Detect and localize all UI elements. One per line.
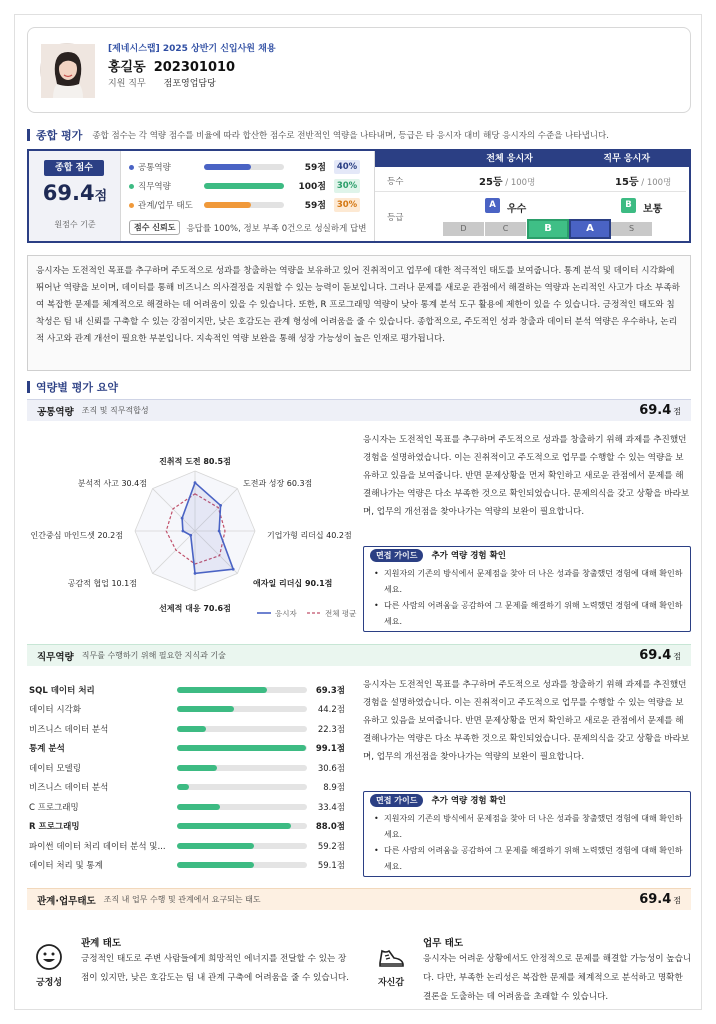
recruitment-notice: [제네시스랩] 2025 상반기 신입사원 채용 [108,44,276,54]
score-bar-weight: 30% [334,198,360,212]
bullet-dot [129,203,134,208]
skill-score: 44.2점 [317,705,345,716]
guide-item: • 다른 사람의 어려움을 공감하여 그 문제를 해결하기 위해 노력했던 경험에 대해 확인하세요. [374,843,684,875]
skill-bar-fill [177,706,234,712]
job-skill-list [29,680,347,875]
legend-average-label: 전체 평균 [325,609,357,618]
radar-point [232,568,235,571]
score-bar-label [129,161,204,173]
radar-point [194,572,197,575]
rank-all [479,173,535,188]
score-bar-label [129,199,204,211]
score-bar-weight: 30% [334,179,360,193]
rank-all-total: / 100명 [502,178,536,188]
guide-item: • 지원자의 기존의 방식에서 문제점을 찾아 더 나은 성과를 창출했던 경험에 대해 확인하세요. [374,566,684,598]
score-basis: 원점수 기준 [54,220,96,229]
grade-scale-c: C [485,222,527,236]
applied-role [108,76,216,89]
common-interview-guide [363,546,691,632]
skill-bar-track [177,706,307,712]
avatar [40,43,94,97]
grade-all-text: 우수 [507,204,527,215]
skill-score: 22.3점 [317,724,345,735]
total-score-unit: 점 [94,189,108,204]
attitude-desc: 조직 내 업무 수행 및 관계에서 요구되는 태도 [103,895,261,904]
skill-score: 99.1점 [315,744,345,755]
score-bar-value: 59점 [304,201,326,211]
skill-row [29,700,347,720]
score-bar-track [204,183,284,189]
competency-title [27,379,118,395]
guide-item: • 지원자의 기존의 방식에서 문제점을 찾아 더 나은 성과를 창출했던 경험에 대해 확인하세요. [374,811,684,843]
relation-icon-label: 긍정성 [35,978,63,988]
score-bar-row [129,176,374,195]
score-bar-label [129,180,204,192]
radar-point [181,530,184,533]
score-bar-track [204,202,284,208]
skill-bar-track [177,784,307,790]
job-competency-header [27,644,691,666]
grade-job-badge: B [621,198,636,213]
skill-score: 8.9점 [323,783,345,794]
score-bar-value: 100점 [298,182,326,192]
skill-name: 파이썬 데이터 처리 데이터 분석 및... [29,841,166,852]
work-text: 응시자는 어려운 상황에서도 안정적으로 문제를 해결할 가능성이 높습니다. 다만, 부족한 논리성은 복잡한 문제를 체계적으로 분석하고 명확한 결론을 도출하는 데 어려움을 초래할 수 있습니다. [423,954,692,1002]
total-score-panel [29,151,121,241]
skill-bar-track [177,804,307,810]
grade-scale [443,222,653,239]
radar-point [181,517,184,520]
summary-box [27,149,691,243]
applicant-name-id [108,56,235,75]
grade-label: 등급 [387,213,404,223]
rank-job-total: / 100명 [638,178,672,188]
common-score [639,403,681,418]
skill-bar-fill [177,843,254,849]
skill-row [29,719,347,739]
grade-scale-d: D [443,222,485,236]
skill-bar-fill [177,823,291,829]
skill-row [29,797,347,817]
rank-all-value: 25등 [479,177,503,188]
score-bar-fill [204,202,251,208]
grade-all-badge: A [485,198,500,213]
grade-job-text: 보통 [643,204,663,215]
summary-desc: 종합 점수는 각 역량 점수를 비율에 따라 합산한 점수로 전반적인 역량을 나타내며, 등급은 타 응시자 대비 해당 응시자의 수준을 나타냅니다. [92,131,609,141]
skill-bar-track [177,745,307,751]
skill-row [29,836,347,856]
skill-bar-fill [177,687,267,693]
common-score-unit: 점 [673,407,681,416]
role-label: 지원 직무 [108,79,146,89]
guide-title: 추가 역량 경험 확인 [431,796,507,806]
radar-label: 애자일 리더십 90.1점 [253,579,333,588]
role-value: 점포영업담당 [163,79,216,89]
grade-scale-b: B [527,219,569,239]
skill-score: 33.4점 [317,802,345,813]
relation-title: 관계 태도 [81,938,122,949]
radar-point [194,481,197,484]
guide-title: 추가 역량 경험 확인 [431,551,507,561]
guide-header [364,792,690,808]
reliability-text: 응답률 100%, 정보 부족 0건으로 성실하게 답변 [186,223,367,234]
attitude-title: 관계·업무태도 [37,895,96,907]
job-interview-guide [363,791,691,877]
guide-tag: 면접 가이드 [370,549,423,562]
skill-bar-fill [177,862,254,868]
skill-row [29,817,347,837]
job-desc: 직무를 수행하기 위해 필요한 지식과 기술 [81,651,226,660]
common-title: 공통역량 [37,406,74,418]
skill-bar-fill [177,726,206,732]
skill-row [29,739,347,759]
rank-panel [374,151,689,241]
legend-applicant-label: 응시자 [275,609,297,618]
guide-item: • 다른 사람의 어려움을 공감하여 그 문제를 해결하기 위해 노력했던 경험에 대해 확인하세요. [374,598,684,630]
rank-header [375,151,689,167]
rank-job [615,173,671,188]
skill-name: 데이터 모델링 [29,763,81,774]
smile-icon [27,943,71,974]
reliability [129,220,366,235]
total-score-value: 69.4 [42,181,95,205]
radar-label: 기업가형 리더십 40.2점 [267,531,352,540]
score-bar-label-text: 직무역량 [138,181,171,192]
relation-attitude [27,935,357,1015]
skill-name: 데이터 처리 및 통계 [29,861,103,872]
skill-row [29,758,347,778]
score-breakdown [129,157,374,214]
rank-label: 등수 [387,177,404,187]
job-text: 응시자는 도전적인 목표를 추구하며 주도적으로 성과를 창출하기 위해 과제를 추진했던 경험을 설명하였습니다. 이는 진취적이고 주도적으로 업무를 수행할 수 있는 역량을 보유하고 있음을 보여줍니다. 반면 문제상황을 먼저 확인하고 새로운 관점에서 문제를 해결해나가는 역량은 다소 부족한 것으로 확인되었습니다. 문제의식을 갖고 상황을 바라보며, 업무의 개선점을 찾아나가는 역량의 보완이 필요합니다. [363,680,690,762]
rank-header-all: 전체 응시자 [486,154,533,164]
radar-point [189,534,192,537]
skill-score: 88.0점 [315,822,345,833]
guide-tag: 면접 가이드 [370,794,423,807]
applicant-id: 202301010 [153,60,236,75]
job-title: 직무역량 [37,651,74,663]
skill-row [29,680,347,700]
rank-job-value: 15등 [615,177,639,188]
score-bar-fill [204,183,284,189]
bullet-dot [129,165,134,170]
radar-point [219,504,222,507]
bullet-dot [129,184,134,189]
skill-bar-track [177,765,307,771]
rank-header-job: 직무 응시자 [603,154,651,164]
grade-scale-s: S [611,222,653,236]
job-score [639,648,681,663]
score-bar-label-text: 공통역량 [138,162,171,173]
radar-label: 도전과 성장 60.3점 [243,479,313,488]
score-bar-value: 59점 [304,163,326,173]
skill-bar-track [177,862,307,868]
overall-evaluation-text: 응시자는 도전적인 목표를 추구하며 주도적으로 성과를 창출하는 역량을 보유하고 있어 진취적이고 업무에 대한 적극적인 태도를 보여줍니다. 통계 분석 및 데이터 시각화에 뛰어난 역량을 보이며, 데이터를 통해 비즈니스 의사결정을 지원할 수 있는 능력이 돋보입니다. 그러나 문제를 새로운 관점에서 해결하는 역량과 논리적인 사고가 다소 부족하여 복잡한 문제를 체계적으로 해결하는 데 어려움이 있을 수 있습니다. 또한, R 프로그래밍 역량이 낮아 통계 분석 도구 활용에 제한이 있을 수 있습니다. 긍정적인 태도와 침착성은 팀 내 신뢰를 구축할 수 있는 강점이지만, 낮은 호감도는 관계 형성에 어려움을 줄 수 있습니다. 종합적으로, 주도적인 성과 창출과 데이터 분석 역량은 우수하나, 논리적 사고와 관계 개선이 필요한 부분입니다. 지속적인 역량 보완을 통해 성장 가능성이 높은 인재로 평가됩니다. [27,255,691,371]
reliability-label: 점수 신뢰도 [129,220,180,235]
radar-label: 분석적 사고 30.4점 [77,479,147,488]
job-score-value: 69.4 [639,648,672,663]
common-text: 응시자는 도전적인 목표를 추구하며 주도적으로 성과를 창출하기 위해 과제를 추진했던 경험을 설명하였습니다. 이는 진취적이고 주도적으로 업무를 수행할 수 있는 역량을 보유하고 있음을 보여줍니다. 반면 문제상황을 먼저 확인하고 새로운 관점에서 문제를 해결해나가는 역량은 다소 부족한 것으로 확인되었습니다. 문제의식을 갖고 상황을 바라보며, 업무의 개선점을 찾아나가는 역량의 보완이 필요합니다. [363,435,690,517]
skill-bar-fill [177,804,220,810]
skill-name: 비즈니스 데이터 분석 [29,783,109,794]
common-score-value: 69.4 [639,403,672,418]
radar-point [218,530,221,533]
skill-score: 30.6점 [317,763,345,774]
score-bar-row [129,195,374,214]
profile-card [27,27,691,113]
work-attitude [369,935,699,1015]
radar-label: 공감적 협업 10.1점 [67,579,137,588]
work-title: 업무 태도 [423,938,464,949]
skill-bar-track [177,823,307,829]
skill-bar-track [177,687,307,693]
skill-bar-track [177,843,307,849]
total-score-label: 종합 점수 [44,160,104,176]
attitude-score-unit: 점 [673,896,681,905]
attitude-score-value: 69.4 [639,892,672,907]
summary-title-text: 종합 평가 [36,129,83,142]
summary-title [27,127,609,143]
skill-score: 69.3점 [315,685,345,696]
skill-bar-track [177,726,307,732]
skill-name: 비즈니스 데이터 분석 [29,724,109,735]
total-score [29,181,121,205]
grade-scale-a: A [569,219,611,239]
skill-row [29,778,347,798]
radar-label: 선제적 대응 70.6점 [159,604,231,613]
sneaker-icon [369,943,413,974]
skill-name: R 프로그래밍 [29,822,80,833]
score-bar-label-text: 관계/업무 태도 [138,200,193,211]
skill-score: 59.2점 [317,841,345,852]
relation-text: 긍정적인 태도로 주변 사람들에게 희망적인 에너지를 전달할 수 있는 장점이 있지만, 낮은 호감도는 팀 내 관계 구축에 어려움을 줄 수 있습니다. [81,954,349,983]
work-icon-label: 자신감 [377,978,405,988]
skill-bar-fill [177,784,189,790]
score-bar-row [129,157,374,176]
applicant-name: 홍길동 [108,60,146,75]
skill-bar-fill [177,765,217,771]
score-bar-weight: 40% [334,160,360,174]
radar-chart [17,431,357,621]
radar-label: 인간중심 마인드셋 20.2점 [30,531,123,540]
common-desc: 조직 및 직무적합성 [81,406,149,415]
report-page [14,14,702,1010]
skill-row [29,856,347,876]
guide-header [364,547,690,563]
attitude-header [27,888,691,910]
competency-title-text: 역량별 평가 요약 [36,381,119,394]
skill-name: 통계 분석 [29,744,65,755]
skill-name: 데이터 시각화 [29,705,81,716]
radar-label: 진취적 도전 80.5점 [159,457,231,466]
attitude-score [639,892,681,907]
score-bar-fill [204,164,251,170]
skill-bar-fill [177,745,306,751]
common-competency-header [27,399,691,421]
skill-score: 59.1점 [317,861,345,872]
score-bar-track [204,164,284,170]
skill-name: C 프로그래밍 [29,802,79,813]
skill-name: SQL 데이터 처리 [29,685,95,696]
job-score-unit: 점 [673,652,681,661]
